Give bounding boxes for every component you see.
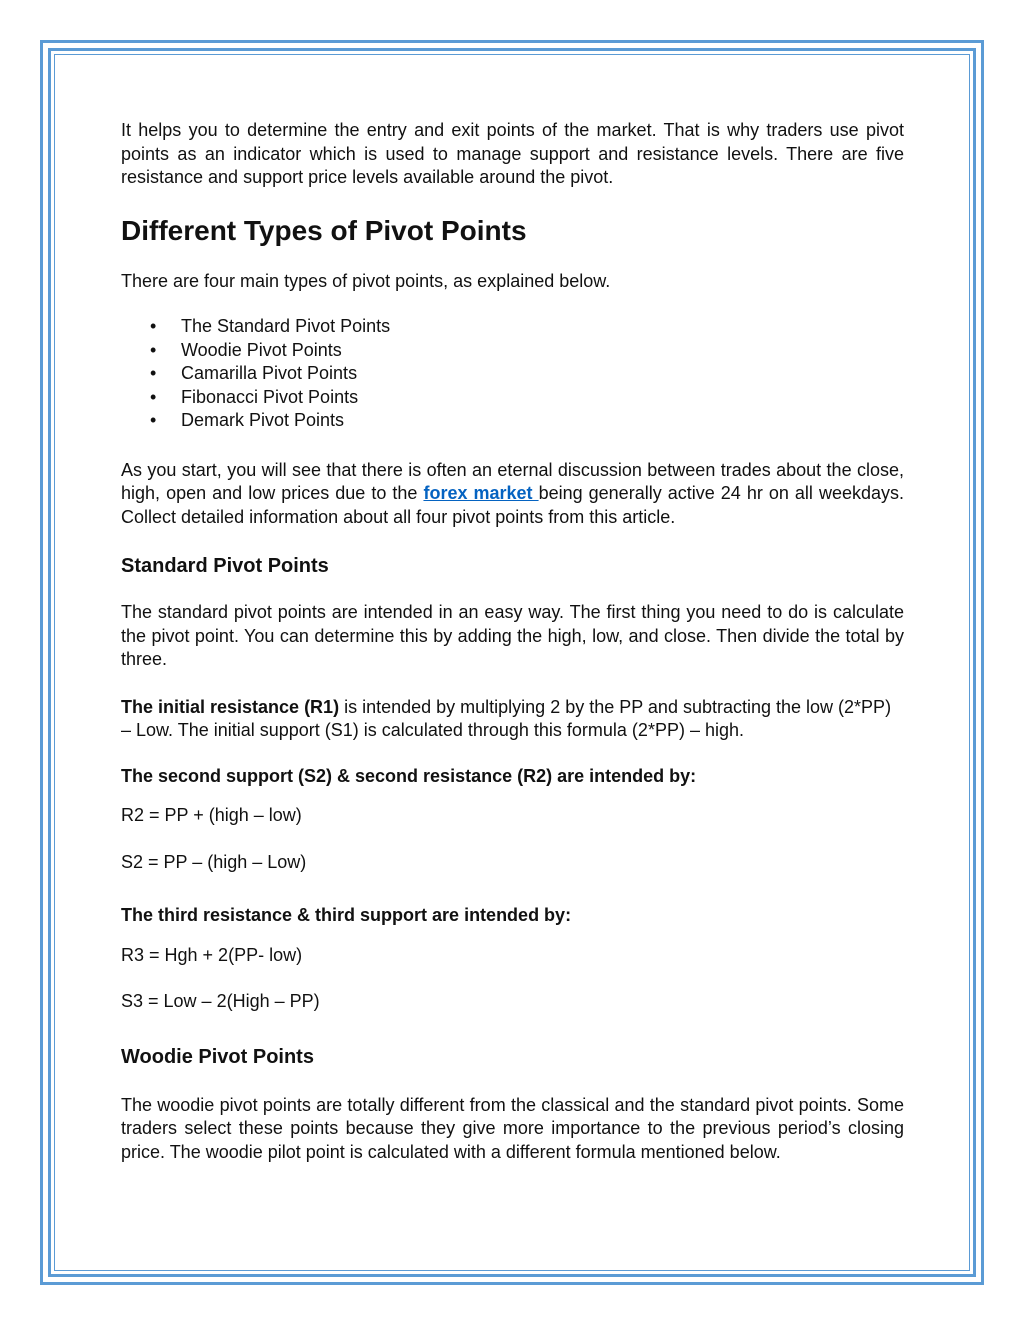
list-item	[121, 315, 904, 339]
list-item-label: The Standard Pivot Points	[181, 316, 391, 336]
bullet-icon: •	[150, 363, 157, 383]
r3-s3-heading: The third resistance & third support are intended by:	[121, 905, 572, 925]
list-item	[121, 339, 904, 363]
lead-paragraph: There are four main types of pivot points, as explained below.	[121, 270, 611, 291]
bullet-icon: •	[150, 316, 157, 336]
forex-market-link[interactable]: forex market	[423, 483, 539, 503]
heading-standard-pivot-points: Standard Pivot Points	[121, 555, 329, 577]
list-item	[121, 386, 904, 410]
discussion-text-before-link: As you start, you will see that there is often an eternal discussion between trades about the close, high, open and low prices due to the	[121, 459, 904, 503]
list-item-label: Woodie Pivot Points	[181, 339, 342, 360]
document-body	[121, 119, 904, 1164]
bullet-icon: •	[150, 339, 157, 360]
pivot-types-list	[121, 315, 904, 433]
standard-paragraph: The standard pivot points are intended in an easy way. The first thing you need to do is calculate the pivot point. You can determine this by adding the high, low, and close. Then divide the total by three.	[121, 602, 904, 669]
s2-r2-heading: The second support (S2) & second resistance (R2) are intended by:	[121, 765, 697, 786]
r1-paragraph	[121, 696, 904, 743]
heading-woodie-pivot-points: Woodie Pivot Points	[121, 1045, 314, 1068]
list-item-label: Fibonacci Pivot Points	[181, 386, 359, 407]
list-item	[121, 409, 904, 433]
list-item-label: Demark Pivot Points	[181, 410, 345, 430]
list-item-label: Camarilla Pivot Points	[181, 363, 358, 383]
bullet-icon: •	[150, 386, 157, 407]
r1-bold-label: The initial resistance (R1)	[121, 696, 340, 717]
discussion-text-after-link: being generally active 24 hr on all weekdays. Collect detailed information about all four pivot points from this article.	[121, 483, 904, 527]
woodie-paragraph: The woodie pivot points are totally different from the classical and the standard pivot points. Some traders select these points because they give more importance to the previous period’s closing price. The woodie pilot point is calculated with a different formula mentioned below.	[121, 1094, 904, 1162]
formula-s3: S3 = Low – 2(High – PP)	[121, 991, 320, 1011]
formula-s2: S2 = PP – (high – Low)	[121, 851, 307, 872]
r1-text: is intended by multiplying 2 by the PP and subtracting the low (2*PP) – Low. The initial support (S1) is calculated through this formula (2*PP) – high.	[121, 696, 892, 740]
formula-r2: R2 = PP + (high – low)	[121, 805, 302, 825]
list-item	[121, 362, 904, 386]
bullet-icon: •	[150, 410, 157, 430]
discussion-paragraph	[121, 459, 904, 530]
heading-types-of-pivot-points: Different Types of Pivot Points	[121, 214, 527, 246]
intro-paragraph: It helps you to determine the entry and exit points of the market. That is why traders use pivot points as an indicator which is used to manage support and resistance levels. There are five resistance and support price levels available around the pivot.	[121, 120, 904, 187]
formula-r3: R3 = Hgh + 2(PP- low)	[121, 944, 303, 965]
